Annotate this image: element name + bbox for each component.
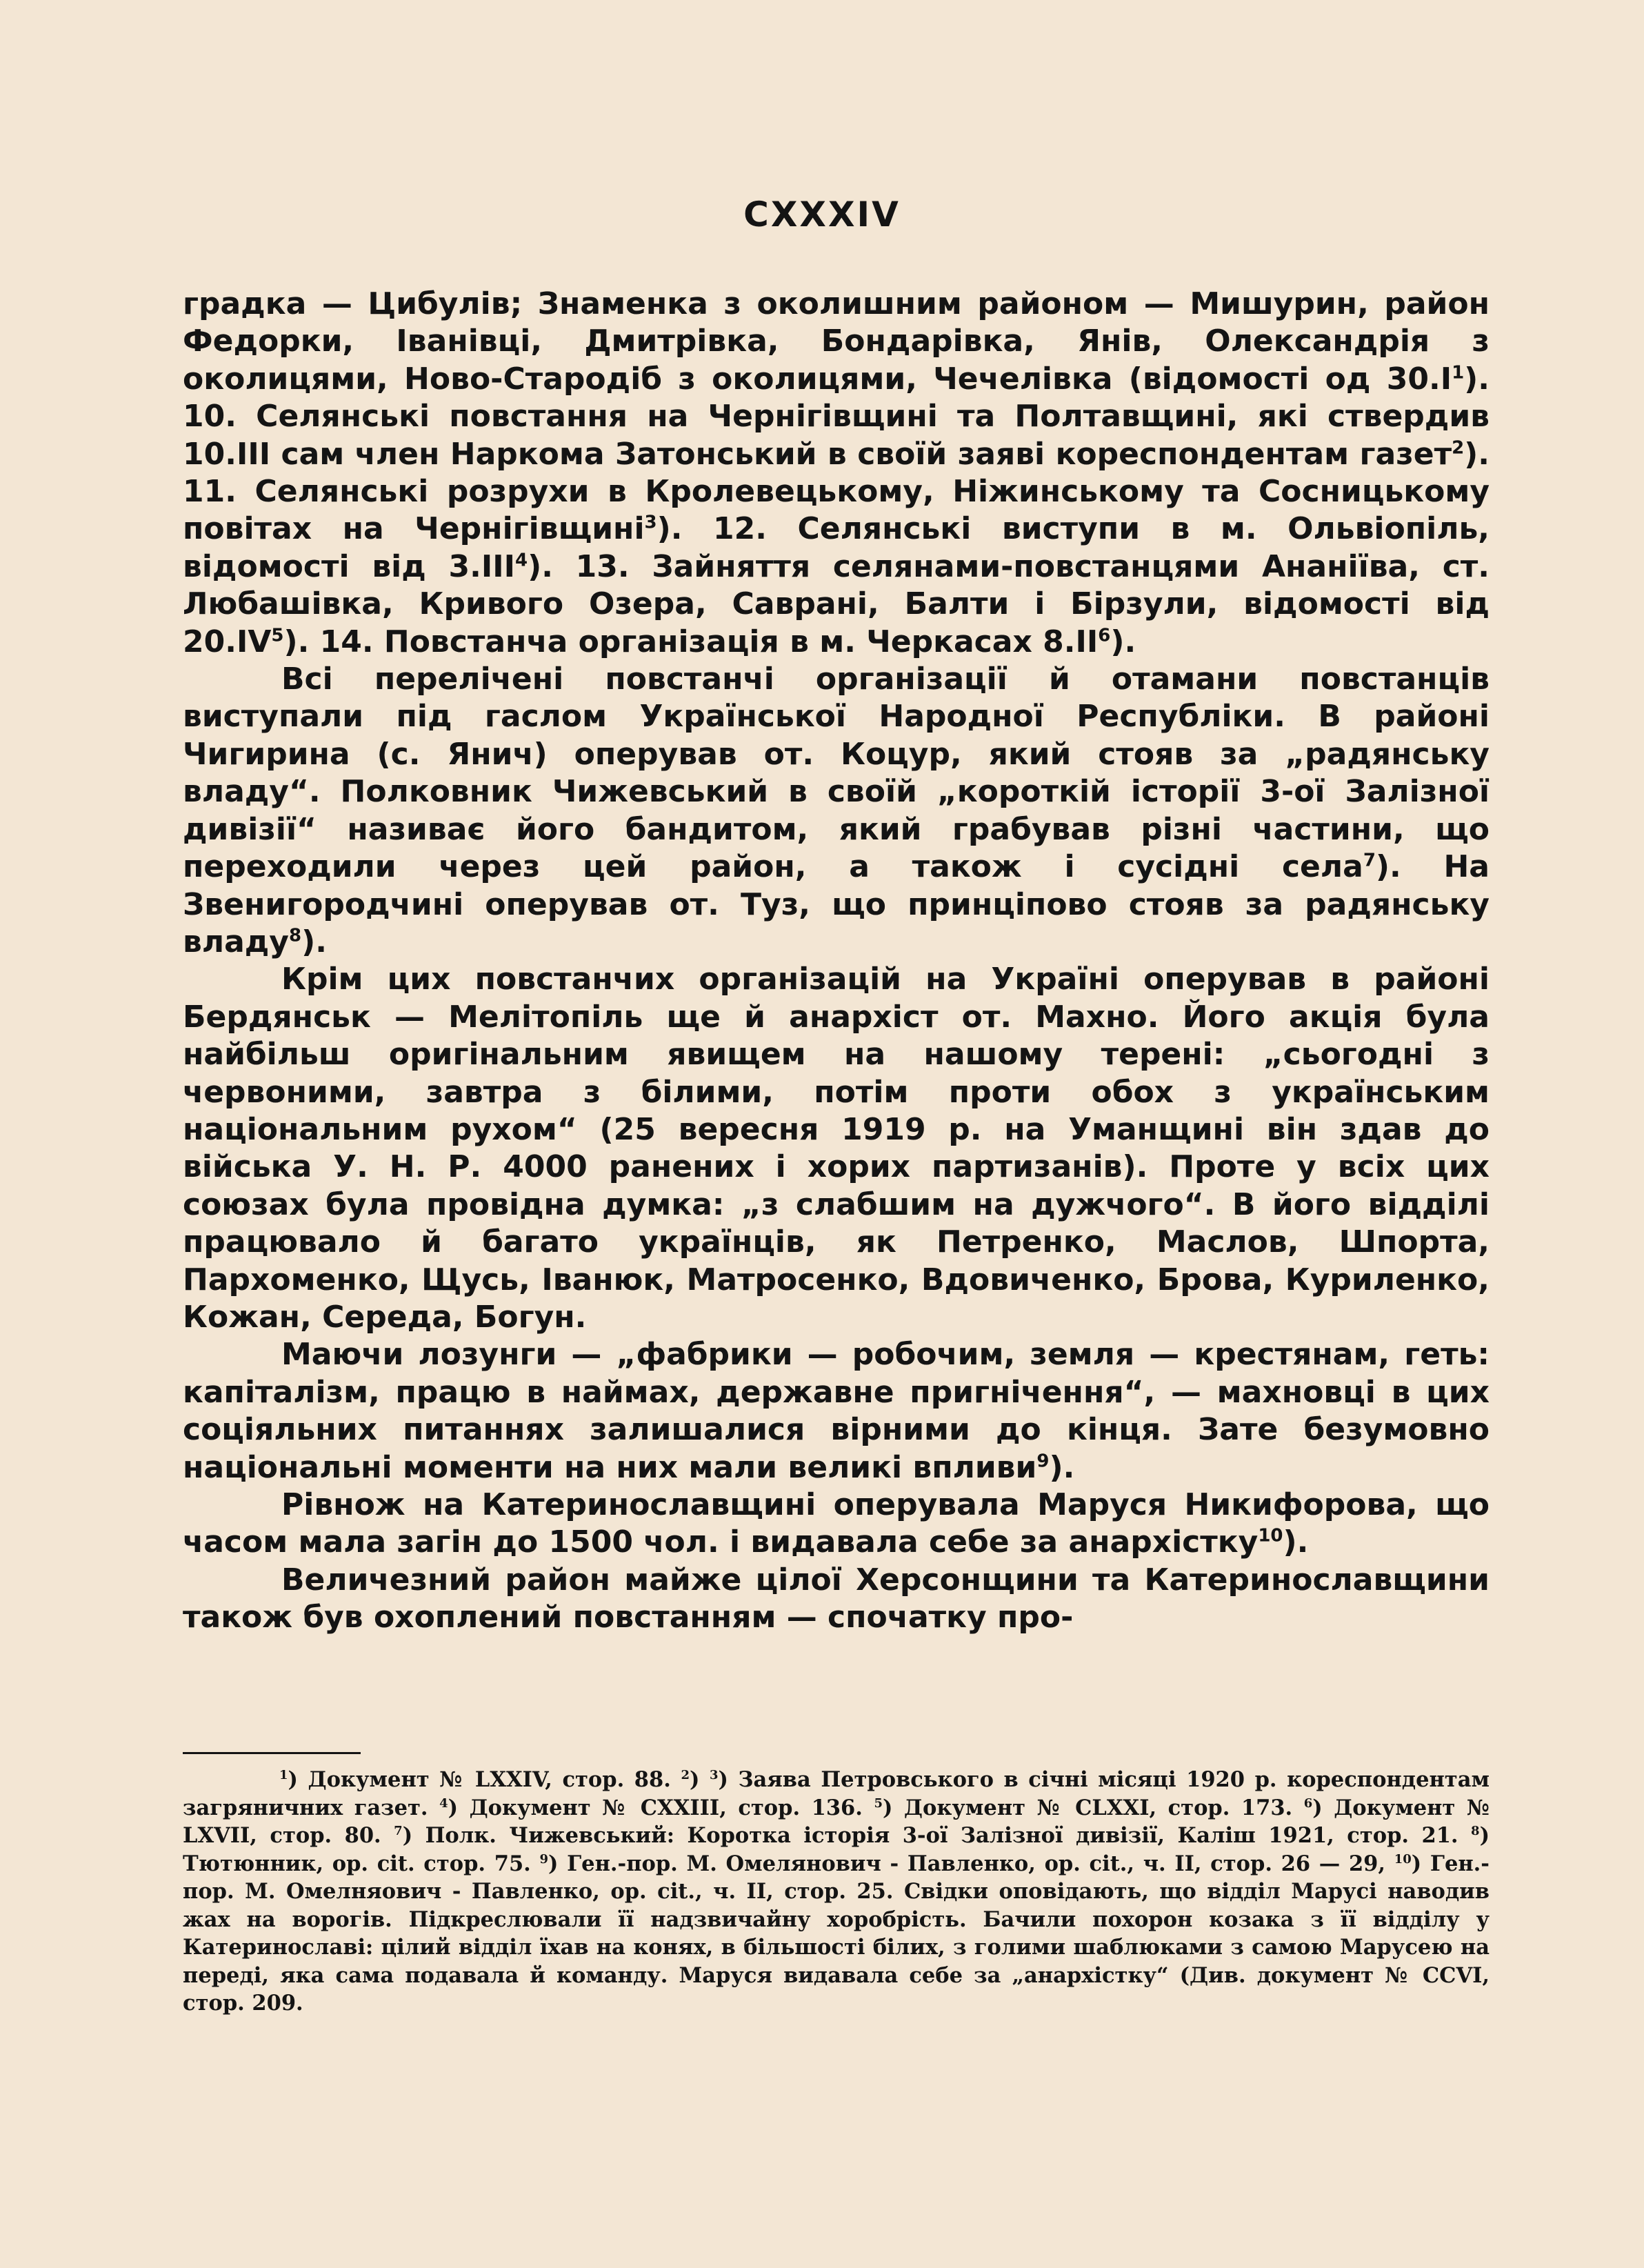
footnote-number: 5	[874, 1796, 883, 1811]
paragraph-text: ).	[1110, 624, 1136, 659]
page-number: CXXXIV	[743, 195, 901, 235]
paragraph-text: ). 10. Селянські повстання на Чернігівщині та Полтавщині, які ствердив 10.III сам член Наркома Затонський в своїй заяві кореспондентам газет	[183, 361, 1490, 472]
footnote-text: Документ № CLXXI, стор. 173.	[903, 1795, 1293, 1820]
footnote-marker: 7	[1363, 850, 1376, 871]
footnote-marker: 4	[515, 550, 528, 571]
paragraph-text: ). 11. Селянські розрухи в Кролевецькому, Ніжинському та Сосницькому повітах на Чернігівщині	[183, 436, 1490, 547]
footnote-number: 8	[1471, 1823, 1480, 1838]
footnote-divider	[183, 1752, 361, 1754]
paragraph-text: Величезний район майже цілої Херсонщини та Катеринославщини також був охоплений повстанням — спочатку про-	[183, 1562, 1490, 1635]
paragraph-text: Крім цих повстанчих організацій на Україні оперував в районі Бердянськ — Мелітопіль ще й анархіст от. Махно. Його акція була найбільш оригінальним явищем на нашому терені: „сьогодні з червоними, завтра з білими, потім проти обох з українським національним рухом“ (25 вересня 1919 р. на Уманщині він здав до війська У. Н. Р. 4000 ранених і хорих партизанів). Проте у всіх цих союзах була провідна думка: „з слабшим на дужчого“. В його відділі працювало й багато українців, як Петренко, Маслов, Шпорта, Пархоменко, Щусь, Іванюк, Матросенко, Вдовиченко, Брова, Куриленко, Кожан, Середа, Богун.	[183, 962, 1490, 1335]
footnotes-block: $^1$) Документ № LXXIV, стор. 88. $^2$) $^3$) Заява Петровського в січні місяці 1920 р. кореспондентам загряничних газет. $^4$) Документ № CXXIII, стор. 136. $^5$) Документ № CLXXI, стор. 173. $^6$) Документ № LXVII, стор. 80. $^7$) Полк. Чижевський: Коротка історія 3-ої Залізної дивізії, Каліш 1921, стор. 21. $^8$) Тютюнник, op. cit. стор. 75. $^9$) Ген.-пор. М. Омелянович - Павленко, op. cit., ч. II, стор. 26 — 29, $^{10}$) Ген.-пор. М. Омелняович - Павленко, op. cit., ч. II, стор. 25. Свідки оповідають, що відділ Марусі наводив жах на ворогів. Підкреслювали її надзвичайну хоробрість. Бачили похорон козака з її відділу у Катеринославі: цілий відділ їхав на конях, в більшості білих, з голими шаблюками з самою Марусею на переді, яка сама подавала й команду. Маруся видавала себе за „анархістку“ (Див. документ № CCVI, стор. 209.	[183, 1767, 1490, 2016]
footnote-marker: 10	[1258, 1525, 1283, 1546]
footnote-marker: 2	[1452, 437, 1465, 458]
footnote-marker: 3	[644, 512, 657, 533]
footnote-number: 9	[539, 1851, 548, 1867]
paragraph-text: ).	[1049, 1449, 1075, 1485]
paragraph	[183, 286, 1490, 661]
paragraph-text: ). На Звенигородчині оперував от. Туз, що принціпово стояв за радянську владу	[183, 849, 1490, 959]
paragraph	[183, 1562, 1490, 1637]
footnote-number: 3	[709, 1767, 719, 1782]
paragraph-text: Маючи лозунги — „фабрики — робочим, земля — крестянам, геть: капіталізм, працю в наймах, державне пригнічення“, — махновці в цих соціяльних питаннях залишалися вірними до кінця. Зате безумовно національні моменти на них мали великі впливи	[183, 1337, 1490, 1485]
paragraph-text: ).	[301, 924, 327, 959]
paragraph	[183, 661, 1490, 961]
footnote-text: Тютюнник, op. cit. стор. 75.	[183, 1851, 531, 1876]
paragraph-text: ). 12. Селянські виступи в м. Ольвіопіль, відомості від 3.III	[183, 511, 1490, 584]
footnote-marker: 6	[1098, 625, 1111, 646]
paragraph-text: ).	[1283, 1524, 1309, 1560]
footnote-text: Документ № LXVII, стор. 80.	[183, 1795, 1490, 1848]
paragraph-text: Рівнож на Катеринославщині оперувала Маруся Никифорова, що часом мала загін до 1500 чол. і видавала себе за анархістку	[183, 1487, 1490, 1560]
footnote-number: 4	[439, 1796, 448, 1811]
footnote-text: Ген.-пор. М. Омелянович - Павленко, op. cit., ч. II, стор. 26 — 29,	[567, 1851, 1386, 1876]
footnote-marker: 1	[1452, 362, 1465, 384]
footnote-marker: 9	[1036, 1450, 1050, 1471]
footnote-number: 10	[1394, 1851, 1412, 1867]
footnote-number: 2	[681, 1767, 690, 1782]
footnotes	[183, 1766, 1490, 2018]
footnote-text: Документ № CXXIII, стор. 136.	[469, 1795, 863, 1820]
paragraph-text: ). 14. Повстанча організація в м. Черкасах 8.II	[283, 624, 1099, 659]
paragraph	[183, 1336, 1490, 1486]
paragraph-text: Всі перелічені повстанчі організації й отамани повстанців виступали під гаслом Української Народної Республіки. В районі Чигирина (с. Янич) оперував от. Коцур, який стояв за „радянську владу“. Полковник Чижевський в своїй „короткій історії 3-ої Залізної дивізії“ називає його бандитом, який грабував різні частини, що переходили через цей район, а також і сусідні села	[183, 662, 1490, 885]
paragraph	[183, 961, 1490, 1336]
paragraph-text: градка — Цибулів; Знаменка з околишним районом — Мишурин, район Федорки, Іванівці, Дмитрівка, Бондарівка, Янів, Олександрія з околицями, Ново-Стародіб з околицями, Чечелівка (відомості од 30.I	[183, 286, 1490, 397]
footnote-number: 6	[1303, 1796, 1313, 1811]
footnote-text: Ген.-пор. М. Омелняович - Павленко, op. cit., ч. II, стор. 25. Свідки оповідають, що відділ Марусі наводив жах на ворогів. Підкреслювали її надзвичайну хоробрість. Бачили похорон козака з її відділу у Катеринославі: цілий відділ їхав на конях, в більшості білих, з голими шаблюками з самою Марусею на переді, яка сама подавала й команду. Маруся видавала себе за „анархістку“ (Див. документ № CCVI, стор. 209.	[183, 1851, 1490, 2016]
footnote-text: Полк. Чижевський: Коротка історія 3-ої Залізної дивізії, Каліш 1921, стор. 21.	[425, 1823, 1458, 1848]
paragraph-text: ). 13. Зайняття селянами-повстанцями Ананіїва, ст. Любашівка, Кривого Озера, Саврані, Балти і Бірзули, відомості від 20.IV	[183, 548, 1490, 659]
paragraph	[183, 1486, 1490, 1562]
footnote-text: Документ № LXXIV, стор. 88.	[308, 1767, 671, 1792]
footnote-marker: 5	[271, 625, 284, 646]
footnote-text: Заява Петровського в січні місяці 1920 р. кореспондентам загряничних газет.	[183, 1767, 1490, 1820]
footnote-marker: 8	[288, 925, 302, 946]
footnote-number: 1	[279, 1767, 288, 1782]
footnote-number: 7	[394, 1823, 403, 1838]
body-text	[183, 286, 1490, 1637]
